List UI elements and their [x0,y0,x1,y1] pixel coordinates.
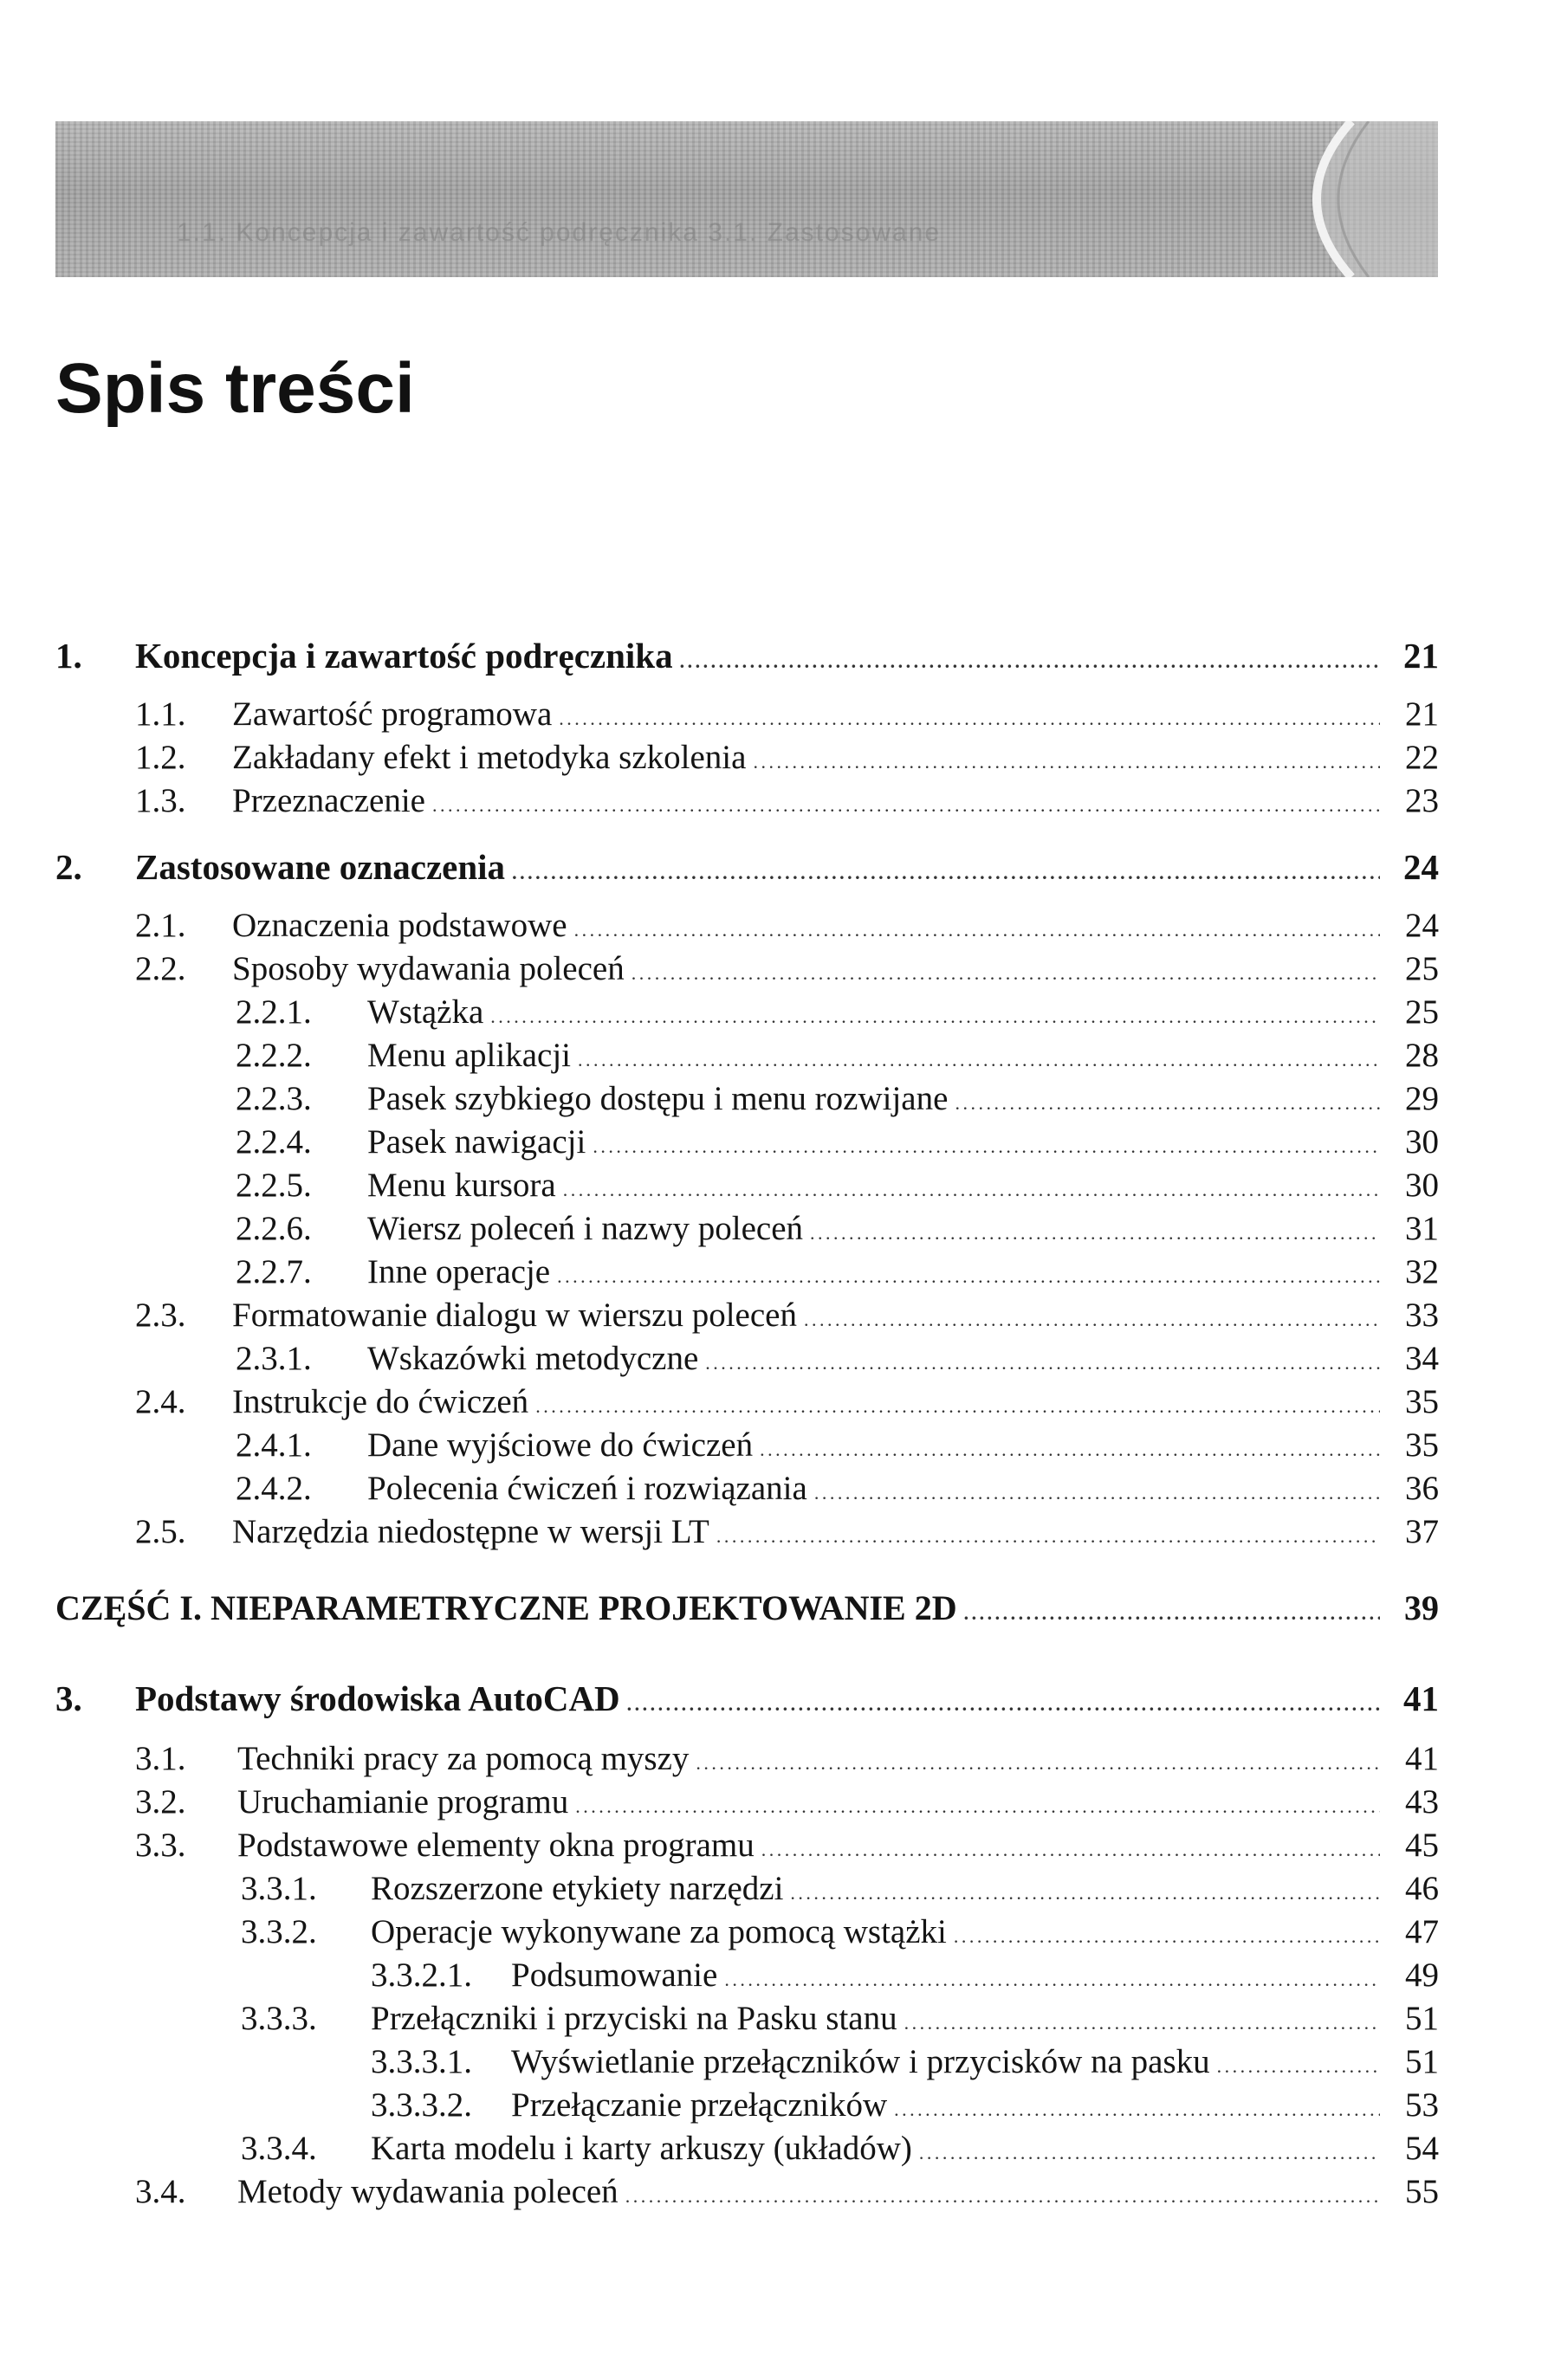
toc-page-number: 51 [1405,2043,1439,2080]
toc-page-number: 35 [1405,1426,1439,1464]
toc-number: 1.2. [135,739,186,776]
dot-leader [593,1121,1380,1168]
toc-page-number: 35 [1405,1383,1439,1420]
toc-page-number: 55 [1405,2173,1439,2210]
banner-faded-text: 1.1. Koncepcja i zawartość podręcznika 3.1. Zastosowane [177,218,942,247]
toc-page-number: 41 [1405,1740,1439,1777]
toc-page-number: 30 [1405,1167,1439,1204]
toc-number: 2.5. [135,1513,186,1550]
toc-label: Wyświetlanie przełączników i przycisków na pasku [511,2043,1210,2080]
toc-label: Koncepcja i zawartość podręcznika [135,636,673,676]
toc-page-number: 24 [1403,847,1439,887]
toc-label: Przełączanie przełączników [511,2086,888,2124]
toc-label: Sposoby wydawania poleceń [232,950,625,987]
toc-label: Podstawowe elementy okna programu [237,1827,755,1864]
dot-leader [954,1911,1380,1958]
toc-section [135,947,1439,995]
toc-page-number: 33 [1405,1297,1439,1334]
toc-label: Narzędzia niedostępne w wersji LT [232,1513,709,1550]
toc-page-number: 28 [1405,1037,1439,1074]
toc-subsection [236,1337,1439,1385]
toc-number: 2.2. [135,950,186,987]
toc-subsubsection [371,2084,1439,2131]
dot-leader [964,1587,1380,1635]
dot-leader [1217,2040,1380,2088]
toc-number: 3. [55,1678,82,1718]
toc-section [135,693,1439,741]
toc-number: 3.1. [135,1740,186,1777]
toc-page-number: 39 [1404,1588,1439,1627]
toc-number: 2.3.1. [236,1340,312,1377]
dot-leader [724,1954,1380,2002]
toc-subsection [236,1034,1439,1082]
toc-section [135,779,1439,827]
toc-page-number: 21 [1403,636,1439,676]
toc-number: 3.3.3.2. [371,2086,472,2124]
toc-label: Inne operacje [367,1253,551,1290]
dot-leader [894,2084,1380,2131]
toc-subsection [236,1251,1439,1298]
dot-leader [574,904,1380,952]
toc-number: 3.2. [135,1783,186,1821]
dot-leader [804,1294,1380,1342]
dot-leader [557,1251,1380,1298]
toc-section [135,904,1439,952]
dot-leader [955,1077,1380,1125]
toc-label: Metody wydawania poleceń [237,2173,619,2210]
toc-number: 1.1. [135,695,186,733]
toc-label: Karta modelu i karty arkuszy (układów) [371,2130,912,2167]
toc-label: Menu kursora [367,1167,556,1204]
toc-page-number: 36 [1405,1470,1439,1507]
toc-number: 2.2.2. [236,1037,312,1074]
dot-leader [696,1737,1380,1785]
toc-number: 2.2.7. [236,1253,312,1290]
toc-number: 3.3.4. [241,2130,317,2167]
toc-number: 2.2.4. [236,1123,312,1161]
toc-label: Zastosowane oznaczenia [135,847,506,887]
toc-subsection [236,1207,1439,1255]
toc-number: 1.3. [135,782,186,819]
dot-leader [705,1337,1380,1385]
toc-label: Pasek nawigacji [367,1123,586,1161]
toc-number: 2.4. [135,1383,186,1420]
dot-leader [563,1164,1380,1212]
toc-number: 2.4.2. [236,1470,312,1507]
dot-leader [432,779,1380,827]
toc-page-number: 46 [1405,1870,1439,1907]
dot-leader [904,1997,1380,2045]
dot-leader [761,1824,1380,1872]
toc-label: Dane wyjściowe do ćwiczeń [367,1426,754,1464]
toc-subsubsection [371,2040,1439,2088]
toc-section [135,736,1439,784]
toc-subsection [241,2127,1439,2175]
toc-section [135,1381,1439,1428]
toc-chapter [55,634,1439,683]
toc-label: Przeznaczenie [232,782,425,819]
toc-number: 3.3. [135,1827,186,1864]
toc-number: 1. [55,636,82,676]
toc-label: Polecenia ćwiczeń i rozwiązania [367,1470,807,1507]
toc-number: 3.4. [135,2173,186,2210]
toc-label: Menu aplikacji [367,1037,572,1074]
dot-leader [512,845,1380,895]
dot-leader [919,2127,1380,2175]
toc-label: Zakładany efekt i metodyka szkolenia [232,739,747,776]
toc-label: Przełączniki i przyciski na Pasku stanu [371,2000,897,2037]
toc-label: Podstawy środowiska AutoCAD [135,1678,620,1718]
toc-number: 2.1. [135,907,186,944]
toc-number: 3.3.3.1. [371,2043,472,2080]
dot-leader [535,1381,1380,1428]
toc-number: 2.3. [135,1297,186,1334]
toc-label: Rozszerzone etykiety narzędzi [371,1870,784,1907]
toc-number: 2.4.1. [236,1426,312,1464]
toc-number: 2.2.1. [236,993,312,1031]
toc-number: 3.3.2.1. [371,1956,472,1994]
toc-page-number: 23 [1405,782,1439,819]
toc-chapter [55,1677,1439,1726]
toc-label: Uruchamianie programu [237,1783,569,1821]
toc-section [135,1781,1439,1828]
toc-page-number: 41 [1403,1678,1439,1718]
toc-subsection [236,991,1439,1038]
toc-subsection [236,1077,1439,1125]
toc-page-number: 31 [1405,1210,1439,1247]
dot-leader [632,947,1380,995]
toc-section [135,2170,1439,2218]
toc-page-number: 25 [1405,950,1439,987]
dot-leader [578,1034,1380,1082]
toc-page-number: 51 [1405,2000,1439,2037]
toc-subsection [236,1164,1439,1212]
toc-number: 2.2.5. [236,1167,312,1204]
toc-label: Podsumowanie [511,1956,718,1994]
page-title: Spis treści [55,349,415,428]
toc-page-number: 43 [1405,1783,1439,1821]
dot-leader [575,1781,1380,1828]
toc-number: 2.2.3. [236,1080,312,1117]
dot-leader [790,1867,1380,1915]
dot-leader [625,2170,1380,2218]
dot-leader [716,1510,1380,1558]
toc-section [135,1824,1439,1872]
toc-page-number: 37 [1405,1513,1439,1550]
dot-leader [760,1424,1380,1471]
toc-subsection [236,1467,1439,1515]
toc-label: Wskazówki metodyczne [367,1340,699,1377]
dot-leader [814,1467,1380,1515]
toc-subsection [241,1911,1439,1958]
toc-page-number: 53 [1405,2086,1439,2124]
dot-leader [810,1207,1380,1255]
toc-label: Operacje wykonywane za pomocą wstążki [371,1913,947,1950]
toc-section [135,1294,1439,1342]
toc-number: 2. [55,847,82,887]
dot-leader [753,736,1380,784]
toc-section [135,1510,1439,1558]
toc-page-number: 22 [1405,739,1439,776]
toc-subsection [236,1424,1439,1471]
dot-leader [559,693,1380,741]
toc-section [135,1737,1439,1785]
toc-number: 3.3.3. [241,2000,317,2037]
toc-page-number: 34 [1405,1340,1439,1377]
toc-subsection [236,1121,1439,1168]
toc-page-number: 24 [1405,907,1439,944]
toc-number: 3.3.2. [241,1913,317,1950]
dot-leader [680,634,1380,683]
toc-label: Zawartość programowa [232,695,553,733]
toc-page-number: 25 [1405,993,1439,1031]
toc-label: Wiersz poleceń i nazwy poleceń [367,1210,804,1247]
toc-page-number: 30 [1405,1123,1439,1161]
dot-leader [627,1677,1380,1726]
toc-subsubsection [371,1954,1439,2002]
toc-subsection [241,1867,1439,1915]
toc-label: Instrukcje do ćwiczeń [232,1383,529,1420]
toc-label: CZĘŚĆ I. NIEPARAMETRYCZNE PROJEKTOWANIE 2D [55,1588,957,1627]
toc-label: Formatowanie dialogu w wierszu poleceń [232,1297,797,1334]
toc-page-number: 49 [1405,1956,1439,1994]
toc-page-number: 29 [1405,1080,1439,1117]
toc-part-heading [55,1587,1439,1635]
toc-subsection [241,1997,1439,2045]
toc-page-number: 47 [1405,1913,1439,1950]
toc-number: 3.3.1. [241,1870,317,1907]
toc-page-number: 32 [1405,1253,1439,1290]
toc-label: Techniki pracy za pomocą myszy [237,1740,690,1777]
toc-page-number: 45 [1405,1827,1439,1864]
toc-page-number: 54 [1405,2130,1439,2167]
dot-leader [490,991,1380,1038]
toc-label: Wstążka [367,993,484,1031]
toc-label: Pasek szybkiego dostępu i menu rozwijane [367,1080,949,1117]
toc-number: 2.2.6. [236,1210,312,1247]
toc-page-number: 21 [1405,695,1439,733]
toc-label: Oznaczenia podstawowe [232,907,567,944]
toc-chapter [55,845,1439,895]
